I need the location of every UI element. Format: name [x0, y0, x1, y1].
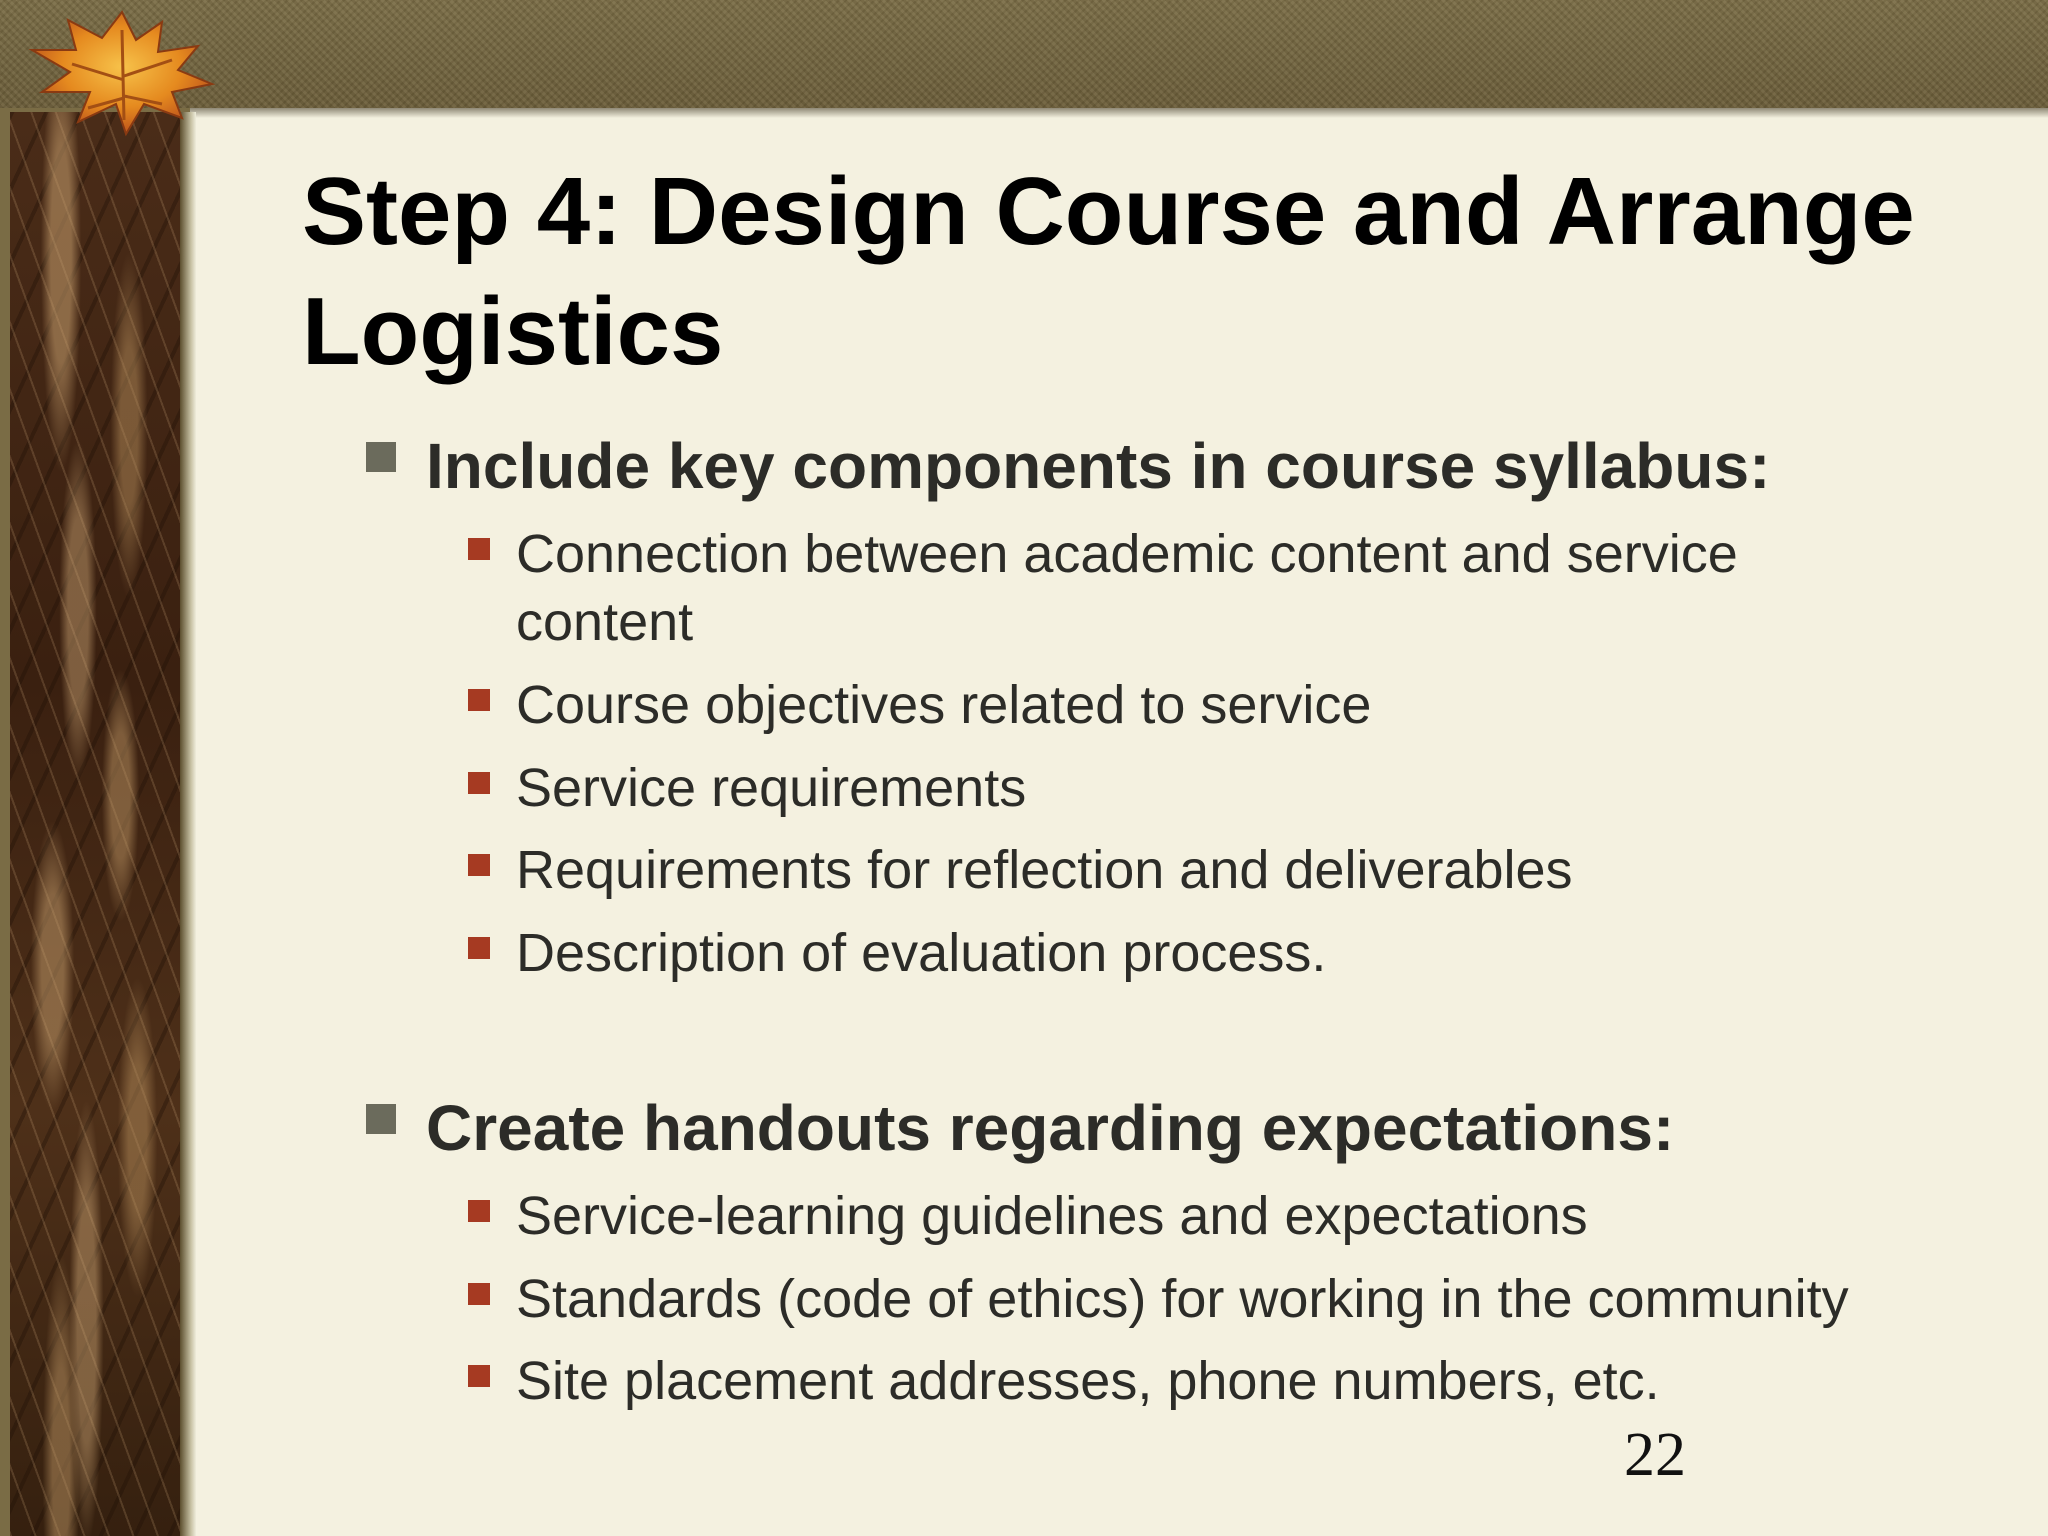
slide-number: 22 [1624, 1421, 1686, 1489]
section-heading: Create handouts regarding expectations: [426, 1092, 1675, 1164]
top-frame-bar [0, 0, 2048, 108]
bullet-square-level1 [366, 442, 396, 472]
list-item: Site placement addresses, phone numbers, etc. [516, 1351, 1660, 1411]
list-item: Course objectives related to service [516, 675, 1372, 735]
bullet-square-level2 [468, 937, 490, 959]
list-item: Service requirements [516, 758, 1027, 818]
bullet-square-level2 [468, 1365, 490, 1387]
marble-column-edge [180, 112, 196, 1536]
bullet-square-level2 [468, 1283, 490, 1305]
section-heading: Include key components in course syllabus: [426, 430, 1771, 502]
list-item: Description of evaluation process. [516, 923, 1327, 983]
bullet-square-level1 [366, 1104, 396, 1134]
list-item: Service-learning guidelines and expectations [516, 1186, 1588, 1246]
bullet-square-level2 [468, 1200, 490, 1222]
maple-leaf-icon [12, 0, 232, 140]
bullet-square-level2 [468, 538, 490, 560]
list-item: Requirements for reflection and deliverables [516, 840, 1573, 900]
list-item: Connection between academic content and service content [516, 524, 1738, 652]
marble-column [10, 112, 180, 1536]
top-frame-shadow [190, 108, 2048, 118]
slide-title: Step 4: Design Course and Arrange Logistics [302, 158, 1915, 385]
bullet-square-level2 [468, 854, 490, 876]
list-item: Standards (code of ethics) for working in the community [516, 1269, 1849, 1329]
bullet-square-level2 [468, 689, 490, 711]
bullet-square-level2 [468, 772, 490, 794]
